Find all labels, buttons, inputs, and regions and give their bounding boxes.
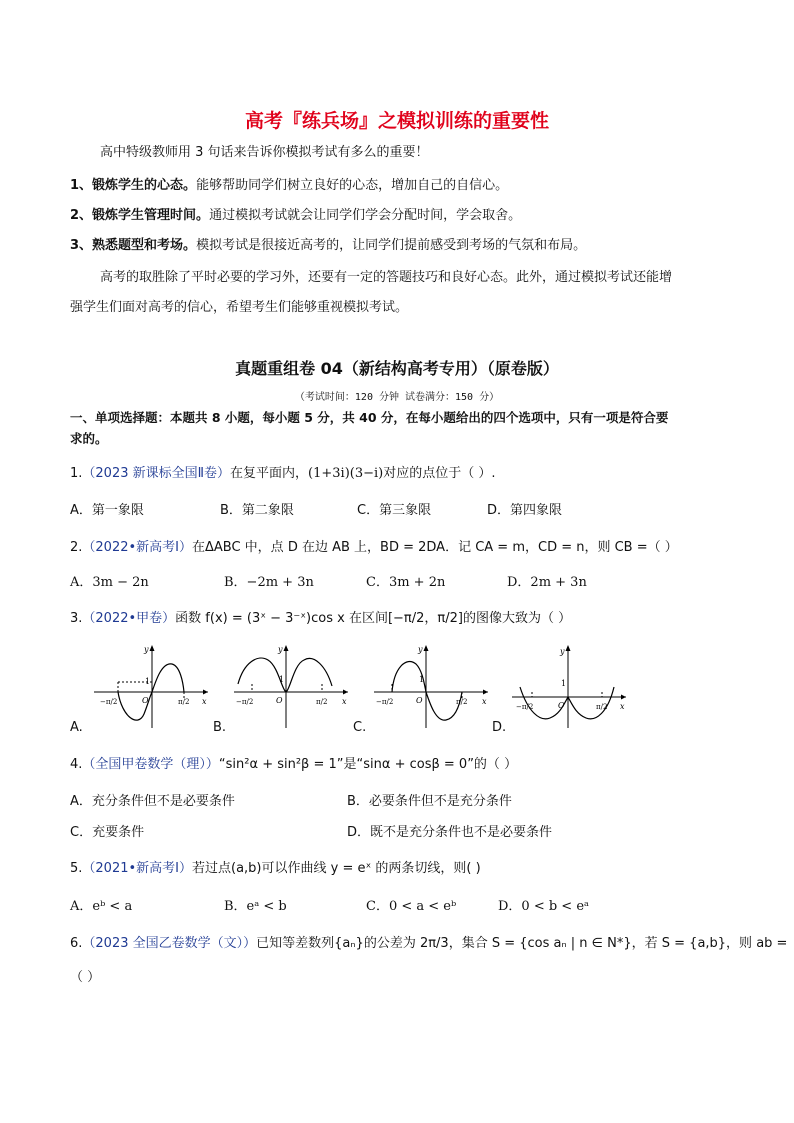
q6-num: 6. — [70, 936, 83, 951]
graph-b-origin: O — [276, 696, 283, 705]
question-6 — [70, 932, 787, 951]
q6-text: 已知等差数列{aₙ}的公差为 2π/3，集合 S = {cos aₙ | n ∈ N*}，若 S = {a,b}，则 ab = — [256, 936, 788, 951]
q6-source: （2023 全国乙卷数学（文）） — [82, 936, 257, 951]
graph-c-curve — [392, 662, 462, 721]
point-1-num: 1、 — [70, 178, 93, 193]
q1-text-b: 对应的点位于（ ）. — [383, 466, 496, 481]
section-line-1: 一、单项选择题：本题共 8 小题，每小题 5 分，共 40 分，在每小题给出的四个选项中，只有一项是符合要 — [70, 410, 669, 425]
graph-b-curve — [238, 658, 332, 692]
graph-d-x-arrow — [621, 695, 626, 700]
graph-b-one: 1 — [279, 675, 285, 684]
q2-num: 2. — [70, 540, 83, 555]
graph-d-pi2: π/2 — [596, 703, 608, 711]
graph-a-neg-pi2: −π/2 — [100, 698, 118, 706]
graph-d-origin: O — [558, 701, 565, 710]
q1-option-b: B．第二象限 — [220, 503, 294, 518]
q1-option-c: C．第三象限 — [357, 503, 432, 518]
graph-c-pi2: π/2 — [456, 698, 468, 706]
graph-b — [232, 642, 352, 732]
q5-option-a: A．eᵇ < a — [70, 899, 133, 914]
q1-option-d: D．第四象限 — [487, 503, 563, 518]
graph-c-neg-pi2: −π/2 — [376, 698, 394, 706]
point-2-body: 通过模拟考试就会让同学们学会分配时间，学会取舍。 — [209, 208, 522, 223]
q4-option-a: A．充分条件但不是必要条件 — [70, 794, 235, 809]
q3-option-d: D. — [492, 720, 507, 735]
closing-line-2: 强学生们面对高考的信心，希望考生们能够重视模拟考试。 — [70, 300, 409, 315]
graph-c-y-arrow — [424, 645, 429, 651]
question-2 — [70, 536, 678, 555]
graph-a-x-label: x — [202, 697, 207, 706]
point-2-head: 锻炼学生管理时间。 — [92, 208, 210, 223]
graph-d-neg-pi2: −π/2 — [516, 703, 534, 711]
q2-text: 在ΔABC 中，点 D 在边 AB 上，BD = 2DA．记 CA = m，CD = n，则 CB =（ ） — [192, 540, 678, 555]
graph-a-origin: O — [142, 696, 149, 705]
graph-a-one: 1 — [145, 677, 151, 686]
point-2-num: 2、 — [70, 208, 93, 223]
graph-c-origin: O — [416, 696, 423, 705]
q2-option-c: C．3m + 2n — [366, 575, 446, 590]
q2-option-a: A．3m − 2n — [70, 575, 149, 590]
graph-c — [372, 642, 492, 732]
graph-d-y-label: y — [560, 647, 565, 656]
graph-b-x-arrow — [343, 690, 348, 695]
q1-num: 1. — [70, 466, 83, 481]
graph-c-x-arrow — [483, 690, 488, 695]
point-1-body: 能够帮助同学们树立良好的心态，增加自己的自信心。 — [196, 178, 509, 193]
q2-option-d: D．2m + 3n — [507, 575, 587, 590]
graph-c-one: 1 — [419, 675, 425, 684]
q5-option-c: C．0 < a < eᵇ — [366, 899, 457, 914]
graph-d — [510, 642, 630, 732]
q2-option-b: B．−2m + 3n — [224, 575, 314, 590]
q3-source: （2022•甲卷） — [82, 611, 176, 626]
q4-source: （全国甲卷数学（理）） — [82, 757, 219, 772]
q3-option-a: A. — [70, 720, 83, 735]
q5-option-b: B．eᵃ < b — [224, 899, 287, 914]
q3-option-c: C. — [353, 720, 367, 735]
q4-option-d: D．既不是充分条件也不是必要条件 — [347, 825, 553, 840]
point-3-head: 熟悉题型和考场。 — [92, 238, 197, 253]
section-line-2: 求的。 — [70, 431, 108, 446]
q2-source: （2022•新高考Ⅰ） — [82, 540, 192, 555]
graph-b-pi2: π/2 — [316, 698, 328, 706]
q3-num: 3. — [70, 611, 83, 626]
q1-expr: (1+3i)(3−i) — [308, 466, 384, 481]
graph-b-x-label: x — [342, 697, 347, 706]
closing-line-1: 高考的取胜除了平时必要的学习外，还要有一定的答题技巧和良好心态。此外，通过模拟考试还能增 — [100, 270, 673, 285]
point-3-num: 3、 — [70, 238, 93, 253]
graph-a — [92, 642, 212, 732]
q5-text: 若过点(a,b)可以作曲线 y = eˣ 的两条切线，则( ) — [192, 861, 481, 876]
q4-text: “sin²α + sin²β = 1”是“sinα + cosβ = 0”的（ ） — [218, 757, 518, 772]
graph-d-x-label: x — [620, 702, 625, 711]
graph-d-y-arrow — [566, 645, 571, 651]
graph-c-x-label: x — [482, 697, 487, 706]
graph-a-pi2: π/2 — [178, 698, 190, 706]
q3-option-b: B. — [213, 720, 227, 735]
q4-option-b: B．必要条件但不是充分条件 — [347, 794, 512, 809]
point-1-head: 锻炼学生的心态。 — [92, 178, 197, 193]
page-title: 高考『练兵场』之模拟训练的重要性 — [244, 110, 549, 132]
q5-source: （2021•新高考Ⅰ） — [82, 861, 192, 876]
question-1 — [70, 462, 496, 481]
exam-title: 真题重组卷 04（新结构高考专用）（原卷版） — [235, 359, 559, 378]
q4-num: 4. — [70, 757, 83, 772]
q1-option-a: A．第一象限 — [70, 503, 144, 518]
graph-c-y-label: y — [418, 645, 423, 654]
point-3-body: 模拟考试是很接近高考的，让同学们提前感受到考场的气氛和布局。 — [196, 238, 587, 253]
graph-d-one: 1 — [561, 679, 567, 688]
question-5 — [70, 857, 481, 876]
graph-b-y-label: y — [278, 645, 283, 654]
graph-b-neg-pi2: −π/2 — [236, 698, 254, 706]
q1-source: （2023 新课标全国Ⅱ卷） — [82, 466, 231, 481]
q4-option-c: C．充要条件 — [70, 825, 145, 840]
point-2 — [70, 206, 521, 226]
graph-a-y-arrow — [150, 645, 155, 651]
point-1 — [70, 176, 508, 196]
q1-text-a: 在复平面内， — [230, 466, 309, 481]
graph-a-y-label: y — [144, 645, 149, 654]
graph-a-x-arrow — [203, 690, 208, 695]
question-3 — [70, 607, 571, 626]
point-3 — [70, 236, 586, 256]
exam-info: （考试时间：120 分钟 试卷满分：150 分） — [294, 392, 500, 403]
question-4 — [70, 753, 517, 772]
q5-num: 5. — [70, 861, 83, 876]
q6-answer-blank: （ ） — [70, 970, 101, 985]
intro-text: 高中特级教师用 3 句话来告诉你模拟考试有多么的重要！ — [100, 145, 429, 160]
graph-b-y-arrow — [284, 645, 289, 651]
q3-text: 函数 f(x) = (3ˣ − 3⁻ˣ)cos x 在区间[−π/2，π/2]的图像大致为（ ） — [175, 611, 572, 626]
q5-option-d: D．0 < b < eᵃ — [498, 899, 590, 914]
